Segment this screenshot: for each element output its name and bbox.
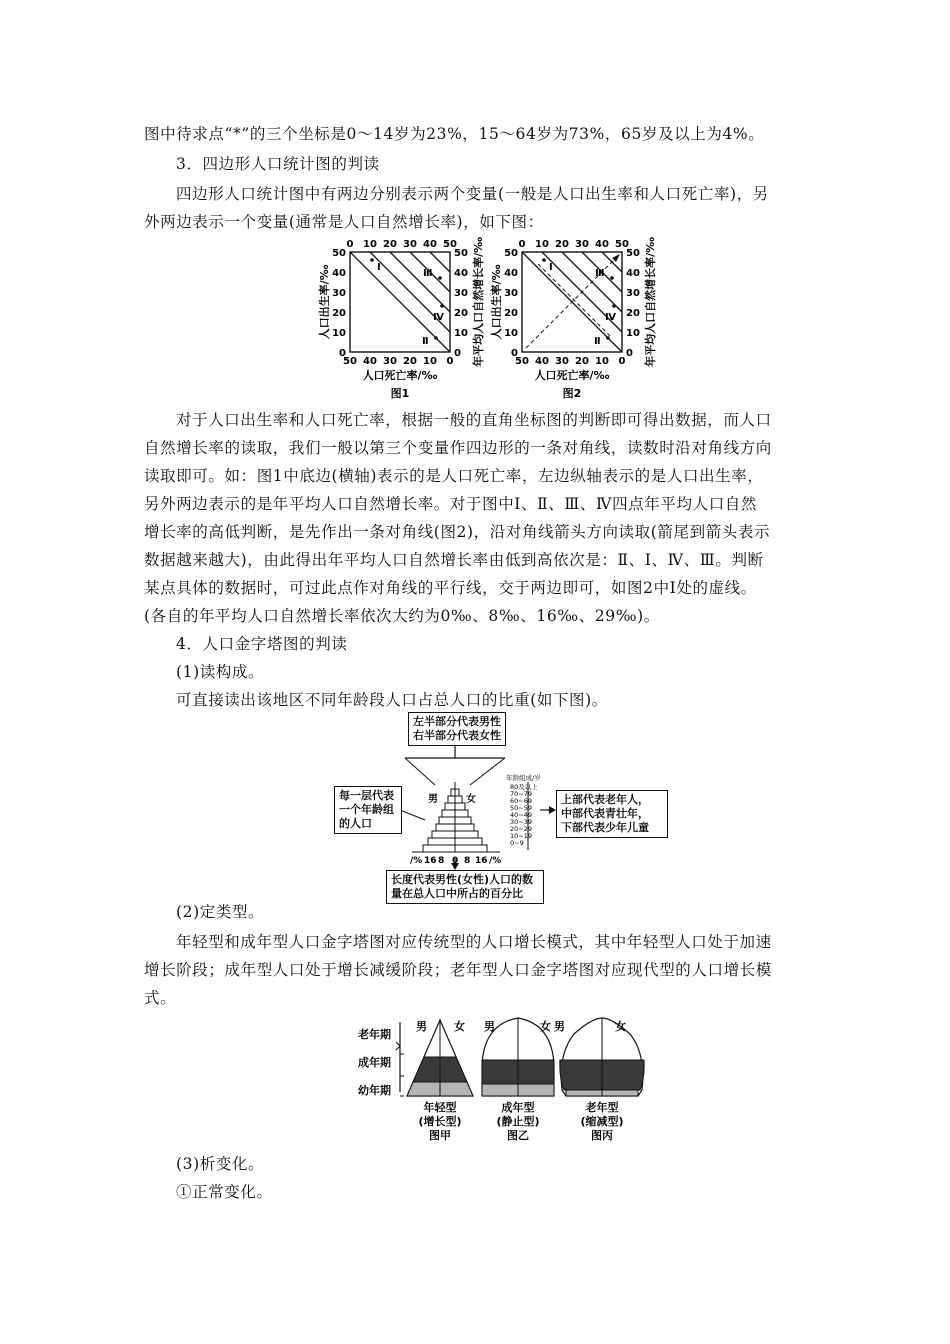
right-tick: 20 bbox=[454, 308, 468, 319]
point-label: Ⅲ bbox=[595, 268, 605, 279]
text-line: 外两边表示一个变量(通常是人口自然增长率)，如下图： bbox=[144, 213, 544, 231]
bottom-tick: 50 bbox=[515, 356, 529, 367]
x-tick: 0 bbox=[452, 856, 459, 866]
left-tick: 0 bbox=[339, 348, 346, 359]
x-tick: 8 bbox=[464, 856, 471, 866]
y-axis-label: 人口出生率/‰ bbox=[318, 264, 331, 340]
pyramid-mature bbox=[482, 1018, 554, 1096]
note-box-top: 左半部分代表男性 右半部分代表女性 bbox=[408, 712, 506, 746]
female-label: 女 bbox=[540, 1020, 551, 1033]
top-tick: 0 bbox=[518, 239, 526, 250]
bottom-tick: 20 bbox=[575, 356, 589, 367]
left-tick: 30 bbox=[332, 288, 346, 299]
age-title: 年龄组成/岁 bbox=[506, 774, 541, 782]
left-tick: 10 bbox=[504, 328, 518, 339]
text-line: 增长率的高低判断，是先作出一条对角线(图2)，沿对角线箭头方向读取(箭尾到箭头表示 bbox=[144, 523, 771, 541]
quad-figure-1 bbox=[317, 237, 485, 400]
male-label: 男 bbox=[554, 1020, 565, 1033]
x-tick: 16 bbox=[424, 856, 437, 866]
right-tick: 20 bbox=[626, 308, 640, 319]
bottom-tick: 10 bbox=[423, 356, 437, 367]
note-box-left: 每一层代表 一个年龄组 的人口 bbox=[334, 786, 402, 834]
text-line: 式。 bbox=[144, 989, 177, 1007]
x-tick: 16 bbox=[475, 856, 488, 866]
left-tick: 50 bbox=[504, 248, 518, 259]
bottom-tick: 40 bbox=[363, 356, 377, 367]
right-tick: 30 bbox=[454, 288, 468, 299]
top-tick: 30 bbox=[403, 239, 417, 250]
right-tick: 40 bbox=[626, 268, 640, 279]
figure-caption: 图2 bbox=[562, 387, 582, 400]
note-box-right: 上部代表老年人， 中部代表青壮年， 下部代表少年儿童 bbox=[556, 790, 668, 838]
sub-heading: (2)定类型。 bbox=[176, 903, 265, 921]
quad-figures bbox=[310, 234, 660, 404]
left-tick: 10 bbox=[332, 328, 346, 339]
female-label: 女 bbox=[615, 1020, 626, 1033]
text-line: 图中待求点“*”的三个坐标是0～14岁为23%，15～64岁为73%，65岁及以上为4%。 bbox=[144, 125, 765, 143]
top-tick: 50 bbox=[443, 239, 457, 250]
left-tick: 40 bbox=[332, 268, 346, 279]
stage-label: 幼年期 bbox=[358, 1084, 391, 1097]
pyramid-diagram bbox=[330, 710, 670, 900]
bottom-tick: 40 bbox=[535, 356, 549, 367]
bottom-tick: 30 bbox=[383, 356, 397, 367]
text-line: 年轻型和成年型人口金字塔图对应传统型的人口增长模式，其中年轻型人口处于加速 bbox=[176, 933, 772, 951]
right-tick: 10 bbox=[626, 328, 640, 339]
age-tick: 40~49 bbox=[510, 811, 532, 819]
left-tick: 50 bbox=[332, 248, 346, 259]
right-tick: 0 bbox=[454, 348, 461, 359]
female-label: 女 bbox=[466, 794, 476, 805]
age-tick: 0~9 bbox=[510, 839, 524, 847]
text-line: 读取即可。如：图1中底边(横轴)表示的是人口死亡率，左边纵轴表示的是人口出生率， bbox=[144, 467, 764, 485]
right-axis-label: 年平均人口自然增长率/‰ bbox=[644, 237, 657, 367]
text-line: 自然增长率的读取，我们一般以第三个变量作四边形的一条对角线，读数时沿对角线方向 bbox=[144, 439, 772, 457]
point-label: Ⅰ bbox=[377, 262, 381, 273]
type-name: 成年型 bbox=[501, 1101, 535, 1114]
age-tick: 50~59 bbox=[510, 804, 532, 812]
point-label: Ⅰ bbox=[549, 262, 553, 273]
quad-figure-2 bbox=[489, 237, 657, 400]
pyramid-bars bbox=[423, 782, 487, 852]
right-tick: 50 bbox=[454, 248, 468, 259]
text-line: 某点具体的数据时，可过此点作对角线的平行线，交于两边即可，如图2中Ⅰ处的虚线。 bbox=[144, 579, 757, 597]
type-name: 老年型 bbox=[585, 1101, 619, 1114]
left-tick: 0 bbox=[511, 348, 518, 359]
right-tick: 30 bbox=[626, 288, 640, 299]
sub-heading: (1)读构成。 bbox=[176, 663, 265, 681]
text-line: 可直接读出该地区不同年龄段人口占总人口的比重(如下图)。 bbox=[176, 691, 608, 709]
right-tick: 40 bbox=[454, 268, 468, 279]
top-tick: 20 bbox=[383, 239, 397, 250]
right-tick: 50 bbox=[626, 248, 640, 259]
age-tick: 20~29 bbox=[510, 825, 532, 833]
pyramid-old bbox=[554, 1018, 644, 1096]
text-line: 数据越来越大)，由此得出年平均人口自然增长率由低到高依次是：Ⅱ、Ⅰ、Ⅳ、Ⅲ。判断 bbox=[144, 551, 764, 569]
x-axis-label: 人口死亡率/‰ bbox=[534, 369, 610, 382]
text-line: (各自的年平均人口自然增长率依次大约为0‰、8‰、16‰、29‰)。 bbox=[144, 607, 660, 625]
pyramid-types bbox=[352, 1010, 652, 1145]
type-sub: (增长型) bbox=[418, 1115, 462, 1128]
left-tick: 20 bbox=[332, 308, 346, 319]
bottom-tick: 30 bbox=[555, 356, 569, 367]
section-heading: 3．四边形人口统计图的判读 bbox=[176, 155, 380, 173]
age-tick: 70~79 bbox=[510, 790, 532, 798]
bottom-tick: 50 bbox=[343, 356, 357, 367]
male-label: 男 bbox=[484, 1020, 495, 1033]
right-tick: 0 bbox=[626, 348, 633, 359]
right-axis-label: 年平均人口自然增长率/‰ bbox=[472, 237, 485, 367]
stage-label: 成年期 bbox=[358, 1056, 391, 1069]
x-tick: /% bbox=[410, 856, 423, 866]
type-sub: (静止型) bbox=[496, 1115, 540, 1128]
age-tick: 10~19 bbox=[510, 832, 532, 840]
text-line: 对于人口出生率和人口死亡率，根据一般的直角坐标图的判断即可得出数据，而人口 bbox=[176, 411, 772, 429]
note-box-bottom: 长度代表男性(女性)人口的数 量在总人口中所占的百分比 bbox=[386, 870, 544, 904]
top-tick: 10 bbox=[363, 239, 377, 250]
bottom-tick: 20 bbox=[403, 356, 417, 367]
type-fig: 图丙 bbox=[591, 1129, 613, 1142]
type-fig: 图甲 bbox=[429, 1129, 451, 1142]
text-line: 四边形人口统计图中有两边分别表示两个变量(一般是人口出生率和人口死亡率)，另 bbox=[176, 185, 769, 203]
point-label: Ⅱ bbox=[422, 336, 429, 347]
x-tick: /% bbox=[489, 856, 502, 866]
male-label: 男 bbox=[428, 794, 438, 805]
section-heading: 4．人口金字塔图的判读 bbox=[176, 635, 348, 653]
left-tick: 40 bbox=[504, 268, 518, 279]
point-label: Ⅲ bbox=[423, 268, 433, 279]
age-tick: 60~69 bbox=[510, 797, 532, 805]
point-label: Ⅳ bbox=[433, 312, 444, 323]
top-tick: 30 bbox=[575, 239, 589, 250]
point-label: Ⅳ bbox=[605, 312, 616, 323]
left-tick: 20 bbox=[504, 308, 518, 319]
top-tick: 20 bbox=[555, 239, 569, 250]
top-tick: 40 bbox=[423, 239, 437, 250]
point-label: Ⅱ bbox=[594, 336, 601, 347]
top-tick: 40 bbox=[595, 239, 609, 250]
age-tick: 30~39 bbox=[510, 818, 532, 826]
top-tick: 0 bbox=[346, 239, 354, 250]
text-line: 增长阶段；成年型人口处于增长减缓阶段；老年型人口金字塔图对应现代型的人口增长模 bbox=[144, 961, 772, 979]
right-tick: 10 bbox=[454, 328, 468, 339]
left-tick: 30 bbox=[504, 288, 518, 299]
figure-caption: 图1 bbox=[390, 387, 410, 400]
text-line: 另外两边表示的是年平均人口自然增长率。对于图中Ⅰ、Ⅱ、Ⅲ、Ⅳ四点年平均人口自然 bbox=[144, 495, 757, 513]
bottom-tick: 10 bbox=[595, 356, 609, 367]
text-line: ①正常变化。 bbox=[176, 1183, 273, 1201]
type-sub: (缩减型) bbox=[580, 1115, 624, 1128]
x-tick: 8 bbox=[438, 856, 445, 866]
female-label: 女 bbox=[454, 1020, 465, 1033]
x-axis-label: 人口死亡率/‰ bbox=[362, 369, 438, 382]
y-axis-label: 人口出生率/‰ bbox=[490, 264, 503, 340]
stage-label: 老年期 bbox=[358, 1028, 391, 1041]
top-tick: 10 bbox=[535, 239, 549, 250]
age-tick: 80及以上 bbox=[510, 783, 538, 791]
type-fig: 图乙 bbox=[507, 1129, 529, 1142]
pyramid-young bbox=[407, 1019, 473, 1096]
male-label: 男 bbox=[416, 1020, 427, 1033]
top-tick: 50 bbox=[615, 239, 629, 250]
sub-heading: (3)析变化。 bbox=[176, 1155, 265, 1173]
bottom-tick: 0 bbox=[618, 356, 626, 367]
type-name: 年轻型 bbox=[423, 1101, 457, 1114]
bottom-tick: 0 bbox=[446, 356, 454, 367]
